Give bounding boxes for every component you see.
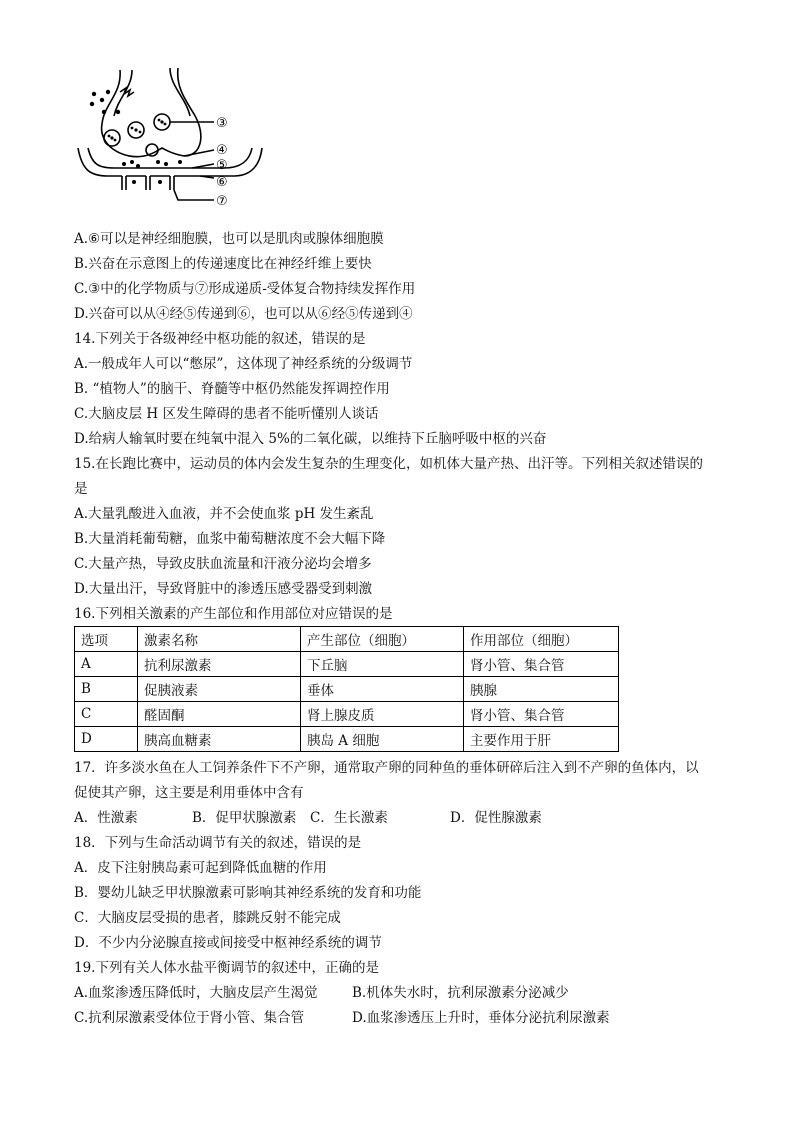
table-row <box>75 677 619 702</box>
table-cell: 抗利尿激素 <box>138 652 301 677</box>
q13-option-d: D.兴奋可以从④经⑤传递到⑥，也可以从⑥经⑤传递到④ <box>74 306 413 322</box>
q17-option-c: C．生长激素 <box>310 810 388 826</box>
table-header-cell: 选项 <box>75 627 138 652</box>
q19-stem: 19.下列有关人体水盐平衡调节的叙述中，正确的是 <box>74 960 379 976</box>
table-header-cell: 产生部位（细胞） <box>301 627 464 652</box>
table-row <box>75 702 619 727</box>
table-cell: 醛固酮 <box>138 702 301 727</box>
q14-option-d: D.给病人输氧时要在纯氧中混入 5%的二氧化碳，以维持下丘脑呼吸中枢的兴奋 <box>74 431 547 447</box>
q14-stem: 14.下列关于各级神经中枢功能的叙述，错误的是 <box>74 331 366 347</box>
q13-option-a: A.⑥可以是神经细胞膜，也可以是肌肉或腺体细胞膜 <box>74 231 384 247</box>
q19-options-row1 <box>74 984 569 1002</box>
label-5: ⑤ <box>216 158 228 173</box>
table-cell: 主要作用于肝 <box>464 727 619 752</box>
q13-option-b: B.兴奋在示意图上的传递速度比在神经纤维上要快 <box>74 256 372 272</box>
q19-option-d: D.血浆渗透压上升时，垂体分泌抗利尿激素 <box>352 1010 610 1026</box>
postsynaptic-membrane-left <box>78 148 122 176</box>
table-cell: 胰岛 A 细胞 <box>301 727 464 752</box>
q17-option-d: D．促性腺激素 <box>450 810 542 826</box>
label-7: ⑦ <box>216 194 228 209</box>
table-cell: A <box>75 652 138 677</box>
table-header-cell: 激素名称 <box>138 627 301 652</box>
q15-option-d: D.大量出汗，导致肾脏中的渗透压感受器受到刺激 <box>74 581 373 597</box>
table-cell: 垂体 <box>301 677 464 702</box>
q17-option-a: A．性激素 <box>74 810 138 826</box>
q18-option-c: C．大脑皮层受损的患者，膝跳反射不能完成 <box>74 910 341 926</box>
q15-option-a: A.大量乳酸进入血液，并不会使血浆 pH 发生紊乱 <box>74 506 374 522</box>
table-cell: 肾小管、集合管 <box>464 652 619 677</box>
table-header-row <box>75 627 619 652</box>
q15-stem: 15.在长跑比赛中，运动员的体内会发生复杂的生理变化，如机体大量产热、出汗等。下列相关叙述错误的 <box>74 456 703 472</box>
q19-option-b: B.机体失水时，抗利尿激素分泌减少 <box>352 985 569 1001</box>
q16-stem: 16.下列相关激素的产生部位和作用部位对应错误的是 <box>74 606 393 622</box>
q18-option-b: B．婴幼儿缺乏甲状腺激素可影响其神经系统的发育和功能 <box>74 885 422 901</box>
q18-option-d: D．不少内分泌腺直接或间接受中枢神经系统的调节 <box>74 935 382 951</box>
table-row <box>75 727 619 752</box>
q17-stem-cont: 促使其产卵，这主要是利用垂体中含有 <box>74 785 304 801</box>
label-6: ⑥ <box>216 175 228 190</box>
q14-option-c: C.大脑皮层 H 区发生障碍的患者不能听懂别人谈话 <box>74 406 379 422</box>
table-cell: 肾上腺皮质 <box>301 702 464 727</box>
table-row <box>75 652 619 677</box>
label-3: ③ <box>216 116 228 131</box>
hormone-table <box>74 626 619 752</box>
table-cell: C <box>75 702 138 727</box>
table-header-cell: 作用部位（细胞） <box>464 627 619 652</box>
table-cell: D <box>75 727 138 752</box>
table-cell: 胰腺 <box>464 677 619 702</box>
q17-stem: 17．许多淡水鱼在人工饲养条件下不产卵，通常取产卵的同种鱼的垂体研碎后注入到不产卵的鱼体内，以 <box>74 760 699 776</box>
q15-stem-cont: 是 <box>74 481 88 497</box>
table-cell: 下丘脑 <box>301 652 464 677</box>
q19-option-a: A.血浆渗透压降低时，大脑皮层产生渴觉 <box>74 985 318 1001</box>
label-4: ④ <box>216 143 228 158</box>
q15-option-b: B.大量消耗葡萄糖，血浆中葡萄糖浓度不会大幅下降 <box>74 531 386 547</box>
synapse-diagram <box>74 64 274 219</box>
q18-option-a: A．皮下注射胰岛素可起到降低血糖的作用 <box>74 860 327 876</box>
table-cell: B <box>75 677 138 702</box>
q14-option-b: B. “植物人”的脑干、脊髓等中枢仍然能发挥调控作用 <box>74 381 390 397</box>
table-cell: 肾小管、集合管 <box>464 702 619 727</box>
table-cell: 促胰液素 <box>138 677 301 702</box>
q18-stem: 18．下列与生命活动调节有关的叙述，错误的是 <box>74 835 362 851</box>
q17-options <box>74 809 542 827</box>
q15-option-c: C.大量产热，导致皮肤血流量和汗液分泌均会增多 <box>74 556 372 572</box>
q14-option-a: A.一般成年人可以“憋尿”，这体现了神经系统的分级调节 <box>74 356 413 372</box>
q19-option-c: C.抗利尿激素受体位于肾小管、集合管 <box>74 1010 305 1026</box>
table-cell: 胰高血糖素 <box>138 727 301 752</box>
q13-option-c: C.③中的化学物质与⑦形成递质-受体复合物持续发挥作用 <box>74 281 416 297</box>
q19-options-row2 <box>74 1009 610 1027</box>
q17-option-b: B．促甲状腺激素 <box>192 810 297 826</box>
